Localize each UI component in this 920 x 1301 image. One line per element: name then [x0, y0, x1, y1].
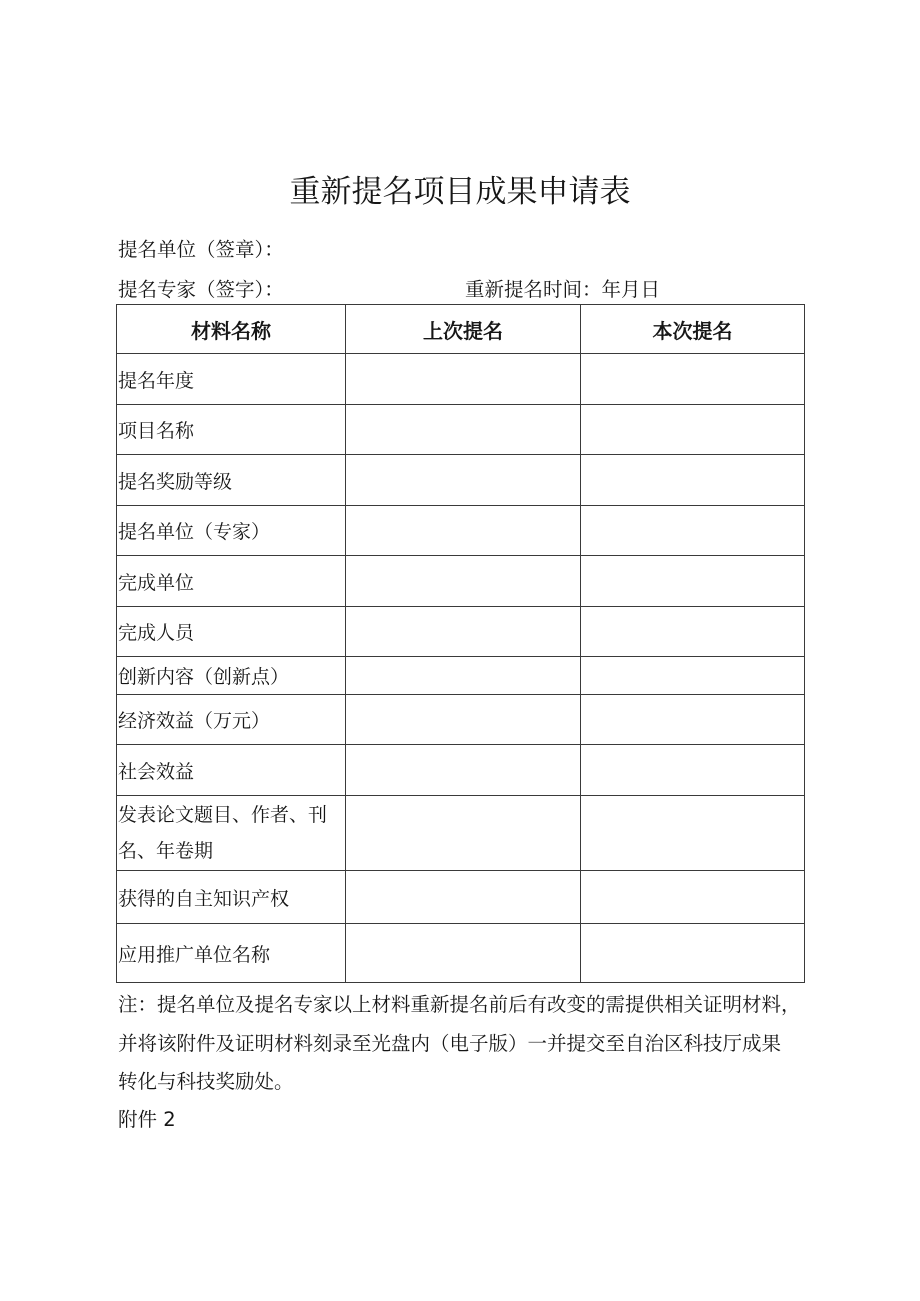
table-row: [117, 695, 805, 745]
previous-cell: [346, 506, 581, 556]
header-current-nomination: 本次提名: [581, 305, 805, 354]
current-cell: [581, 745, 805, 796]
current-cell: [581, 695, 805, 745]
note-line: 注：提名单位及提名专家以上材料重新提名前后有改变的需提供相关证明材料，: [118, 993, 801, 1016]
previous-cell: [346, 796, 581, 871]
previous-cell: [346, 657, 581, 695]
row-label: 创新内容（创新点）: [117, 657, 346, 695]
row-label-line: 发表论文题目、作者、刊: [118, 804, 328, 826]
current-cell: [581, 354, 805, 405]
table-row: [117, 657, 805, 695]
current-cell: [581, 871, 805, 924]
nominating-unit-label: 提名单位（签章）：: [118, 238, 284, 261]
previous-cell: [346, 556, 581, 607]
header-previous-nomination: 上次提名: [346, 305, 581, 354]
current-cell: [581, 657, 805, 695]
row-label: 社会效益: [117, 745, 346, 796]
current-cell: [581, 607, 805, 657]
row-label-line: 名、年卷期: [118, 840, 214, 862]
table-row: [117, 354, 805, 405]
attachment-label: 附件 2: [118, 1108, 176, 1131]
previous-cell: [346, 354, 581, 405]
row-label: 经济效益（万元）: [117, 695, 346, 745]
row-label: 项目名称: [117, 405, 346, 455]
row-label: [117, 796, 346, 871]
row-label: 提名单位（专家）: [117, 506, 346, 556]
current-cell: [581, 796, 805, 871]
nominating-expert-label: 提名专家（签字）：: [118, 278, 284, 301]
previous-cell: [346, 607, 581, 657]
previous-cell: [346, 871, 581, 924]
current-cell: [581, 924, 805, 983]
page-title: 重新提名项目成果申请表: [289, 174, 631, 210]
table-row: [117, 924, 805, 983]
table-row: [117, 745, 805, 796]
previous-cell: [346, 695, 581, 745]
renomination-time-label: 重新提名时间：年月日: [465, 278, 661, 301]
table-row: [117, 871, 805, 924]
table-row: [117, 556, 805, 607]
row-label: 提名年度: [117, 354, 346, 405]
row-label: 完成单位: [117, 556, 346, 607]
previous-cell: [346, 924, 581, 983]
table-header-row: [117, 305, 805, 354]
table-row: [117, 506, 805, 556]
row-label: 获得的自主知识产权: [117, 871, 346, 924]
previous-cell: [346, 745, 581, 796]
row-label: 完成人员: [117, 607, 346, 657]
previous-cell: [346, 455, 581, 506]
note-line: 并将该附件及证明材料刻录至光盘内（电子版）一并提交至自治区科技厅成果: [118, 1032, 782, 1055]
header-material-name: 材料名称: [117, 305, 346, 354]
table-row: [117, 455, 805, 506]
current-cell: [581, 405, 805, 455]
current-cell: [581, 556, 805, 607]
table-row: [117, 796, 805, 871]
current-cell: [581, 455, 805, 506]
previous-cell: [346, 405, 581, 455]
row-label: 应用推广单位名称: [117, 924, 346, 983]
current-cell: [581, 506, 805, 556]
table-row: [117, 607, 805, 657]
note-line: 转化与科技奖励处。: [118, 1070, 294, 1093]
table-row: [117, 405, 805, 455]
row-label: 提名奖励等级: [117, 455, 346, 506]
materials-table: [116, 304, 805, 983]
